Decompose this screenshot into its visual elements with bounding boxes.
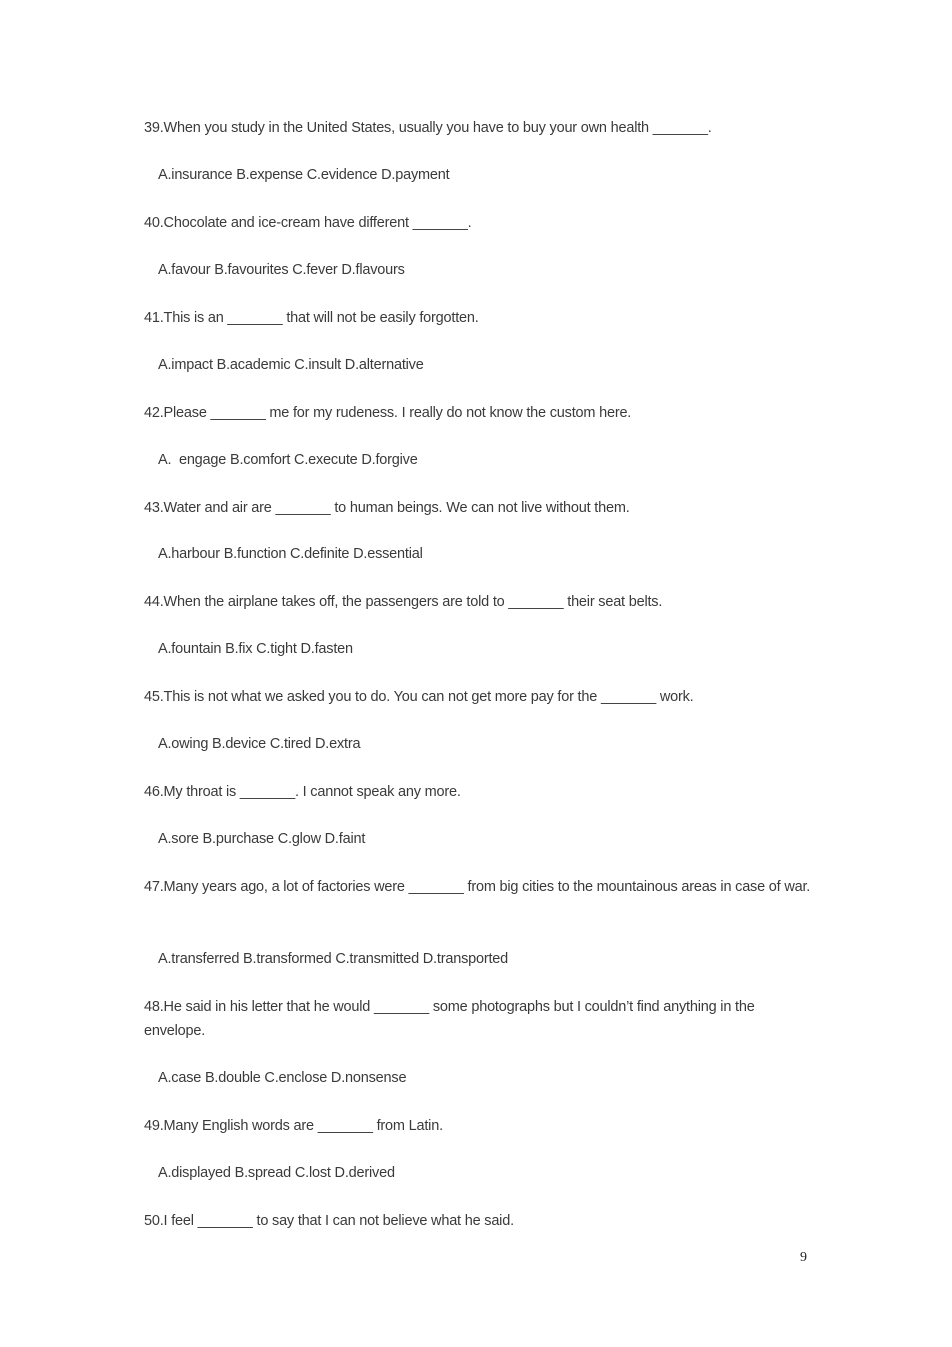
options-42: A. engage B.comfort C.execute D.forgive bbox=[158, 452, 418, 468]
options-49: A.displayed B.spread C.lost D.derived bbox=[158, 1165, 395, 1181]
question-44: 44.When the airplane takes off, the passengers are told to _______ their seat belts. bbox=[144, 594, 663, 610]
question-40: 40.Chocolate and ice-cream have different _______. bbox=[144, 215, 472, 231]
options-39: A.insurance B.expense C.evidence D.payment bbox=[158, 167, 450, 183]
question-45: 45.This is not what we asked you to do. You can not get more pay for the _______ work. bbox=[144, 689, 694, 705]
question-50: 50.I feel _______ to say that I can not believe what he said. bbox=[144, 1213, 514, 1229]
options-41: A.impact B.academic C.insult D.alternative bbox=[158, 357, 424, 373]
question-43: 43.Water and air are _______ to human beings. We can not live without them. bbox=[144, 500, 630, 516]
question-39: 39.When you study in the United States, usually you have to buy your own health _______. bbox=[144, 120, 712, 136]
question-49: 49.Many English words are _______ from Latin. bbox=[144, 1118, 443, 1134]
options-44: A.fountain B.fix C.tight D.fasten bbox=[158, 641, 353, 657]
question-41: 41.This is an _______ that will not be easily forgotten. bbox=[144, 310, 479, 326]
question-42: 42.Please _______ me for my rudeness. I really do not know the custom here. bbox=[144, 405, 632, 421]
options-40: A.favour B.favourites C.fever D.flavours bbox=[158, 262, 405, 278]
page-number: 9 bbox=[800, 1250, 807, 1265]
options-45: A.owing B.device C.tired D.extra bbox=[158, 736, 361, 752]
question-46: 46.My throat is _______. I cannot speak any more. bbox=[144, 784, 461, 800]
options-43: A.harbour B.function C.definite D.essential bbox=[158, 546, 423, 562]
question-48: 48.He said in his letter that he would _______ some photographs but I couldn’t find anything in the envelope. bbox=[144, 999, 755, 1039]
question-47: 47.Many years ago, a lot of factories were _______ from big cities to the mountainous areas in case of war. bbox=[144, 879, 811, 895]
options-48: A.case B.double C.enclose D.nonsense bbox=[158, 1070, 407, 1086]
options-47: A.transferred B.transformed C.transmitted D.transported bbox=[158, 951, 509, 967]
options-46: A.sore B.purchase C.glow D.faint bbox=[158, 831, 366, 847]
